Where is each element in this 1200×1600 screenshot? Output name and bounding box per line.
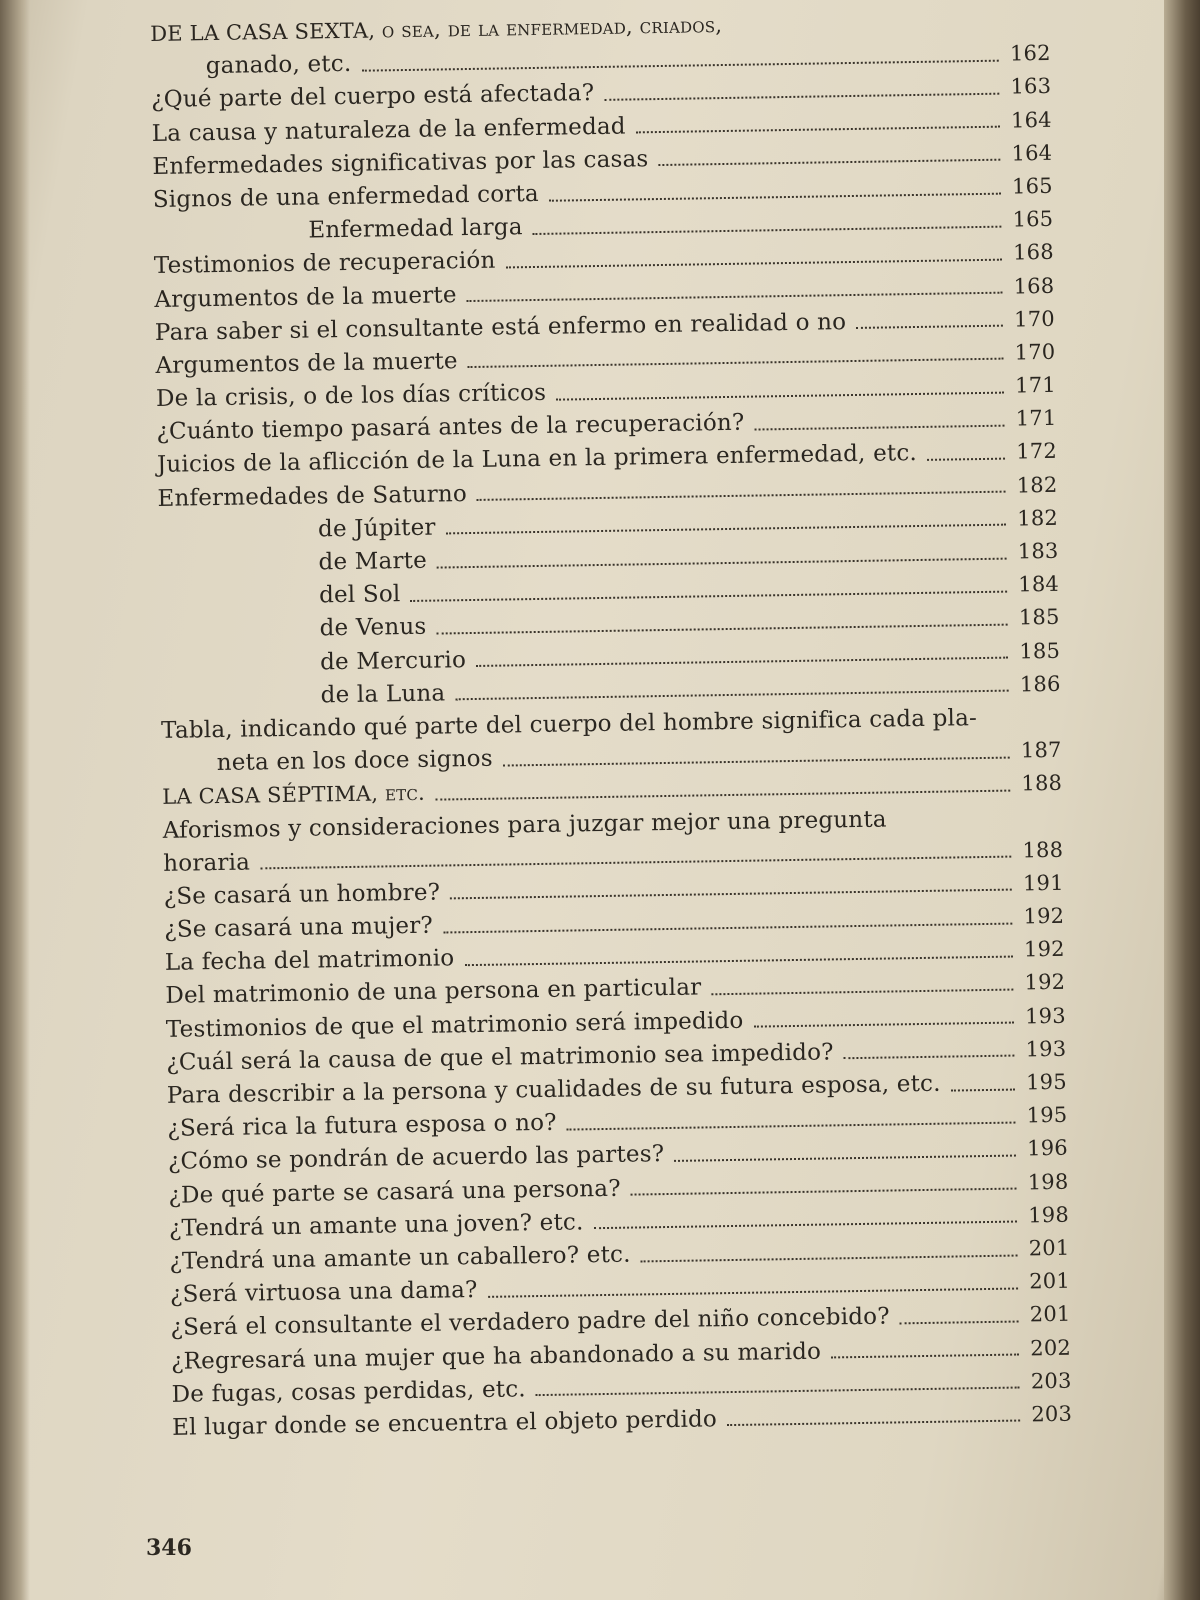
toc-entry-title: ¿Cuál será la causa de que el matrimonio sea impedido?	[166, 1039, 834, 1076]
dot-leader	[753, 1016, 1013, 1028]
dot-leader	[567, 1115, 1016, 1130]
dot-leader	[435, 783, 1010, 800]
toc-entry-title: ¿Tendrá un amante una joven? etc.	[168, 1209, 584, 1242]
dot-leader	[927, 452, 1005, 461]
toc-entry-title: Tabla, indicando qué parte del cuerpo del hombre significa cada pla-	[160, 705, 978, 744]
toc-entry-page: 184	[1018, 571, 1060, 597]
dot-leader	[467, 286, 1003, 302]
dot-leader	[674, 1149, 1016, 1162]
toc-entry-page: 165	[1012, 206, 1054, 232]
toc-entry-page: 193	[1025, 1036, 1067, 1062]
dot-leader	[754, 418, 1004, 430]
toc-entry-title: de la Luna	[320, 680, 446, 709]
toc-entry-title: Del matrimonio de una persona en particular	[165, 974, 702, 1010]
toc-entry-title: Para saber si el consultante está enfermo en realidad o no	[154, 308, 847, 346]
toc-entry-page: 203	[1030, 1368, 1072, 1394]
dot-leader	[476, 651, 1008, 667]
toc-entry-title: ¿Qué parte del cuerpo está afectada?	[151, 80, 595, 114]
toc-entry-title: ¿Cuánto tiempo pasará antes de la recuperación?	[156, 409, 745, 446]
toc-entry-page: 164	[1011, 140, 1053, 166]
dot-leader	[556, 385, 1004, 400]
toc-entry-page: 164	[1010, 107, 1052, 133]
toc-entry-title: ¿Será rica la futura esposa o no?	[167, 1109, 557, 1143]
toc-entry-page: 165	[1011, 173, 1053, 199]
toc-entry-page: 187	[1020, 737, 1062, 763]
page-number: 346	[146, 1535, 192, 1561]
toc-entry-title: de Marte	[318, 547, 428, 576]
toc-entry-title: de Mercurio	[319, 646, 467, 675]
dot-leader	[443, 916, 1012, 933]
dot-leader	[260, 850, 1011, 870]
toc-entry-title: Juicios de la aflicción de la Luna en la primera enfermedad, etc.	[156, 440, 918, 479]
dot-leader	[641, 1248, 1018, 1262]
toc-entry-title: Enfermedad larga	[308, 214, 523, 244]
dot-leader	[361, 53, 998, 71]
dot-leader	[410, 584, 1007, 601]
dot-leader	[477, 485, 1006, 501]
dot-leader	[533, 219, 1002, 234]
toc-entry-page: 188	[1022, 837, 1064, 863]
toc-entry-title: Para describir a la persona y cualidades de su futura esposa, etc.	[166, 1070, 941, 1109]
dot-leader	[468, 352, 1004, 368]
toc-entry-page: 163	[1010, 74, 1052, 99]
page-gutter-shadow	[0, 0, 30, 1600]
dot-leader	[951, 1082, 1015, 1091]
dot-leader	[450, 883, 1012, 900]
toc-entry-title: Signos de una enfermedad corta	[152, 180, 540, 213]
toc-entry-page: 182	[1017, 505, 1059, 531]
dot-leader	[455, 684, 1008, 701]
toc-entry-page: 203	[1031, 1401, 1073, 1427]
toc-entry-title: de Venus	[319, 614, 427, 642]
dot-leader	[844, 1049, 1015, 1060]
toc-entry-title: ¿Será virtuosa una dama?	[169, 1277, 478, 1308]
toc-entry-title: Argumentos de la muerte	[155, 348, 458, 379]
toc-entry-page: 196	[1026, 1136, 1069, 1161]
toc-entry-title: La causa y naturaleza de la enfermedad	[151, 113, 626, 147]
dot-leader	[636, 120, 1000, 134]
toc-entry-title: del Sol	[318, 581, 401, 609]
dot-leader	[604, 87, 999, 101]
toc-entry-title: de Júpiter	[317, 514, 436, 543]
toc-entry-title: neta en los doce signos	[216, 745, 493, 777]
toc-entry-page: 172	[1016, 439, 1058, 464]
toc-entry-title: De la crisis, o de los días críticos	[155, 379, 547, 413]
toc-entry-page: 198	[1027, 1169, 1069, 1194]
dot-leader	[505, 253, 1001, 269]
toc-entry-title: ¿Tendrá una amante un caballero? etc.	[169, 1241, 631, 1275]
toc-entry-title: horaria	[163, 849, 251, 877]
toc-entry-title: DE LA CASA SEXTA, o sea, de la enfermedad, criados,	[150, 13, 723, 46]
toc-entry-title: Enfermedades significativas por las casas	[152, 145, 649, 180]
toc-entry-title: ¿De qué parte se casará una persona?	[168, 1175, 621, 1209]
toc-entry-page: 186	[1019, 671, 1061, 697]
dot-leader	[464, 949, 1013, 966]
toc-entry-title: LA CASA SÉPTIMA, etc.	[162, 781, 426, 810]
toc-entry-page: 192	[1023, 936, 1065, 962]
dot-leader	[658, 153, 1000, 166]
toc-entry-title: De fugas, cosas perdidas, etc.	[171, 1375, 527, 1408]
toc-entry-page: 182	[1016, 472, 1058, 498]
toc-entry-title: La fecha del matrimonio	[164, 945, 455, 977]
toc-entry-page: 201	[1029, 1302, 1071, 1327]
dot-leader	[594, 1215, 1018, 1230]
toc-entry-title: El lugar donde se encuentra el objeto perdido	[171, 1406, 718, 1441]
toc-entry-page: 171	[1015, 372, 1057, 398]
page-edge-shadow	[1164, 0, 1200, 1600]
toc-entry-title: Argumentos de la muerte	[154, 281, 457, 313]
dot-leader	[446, 518, 1006, 535]
dot-leader	[727, 1414, 1020, 1427]
toc-entry-page: 198	[1028, 1202, 1070, 1228]
toc-entry-page: 185	[1019, 638, 1061, 663]
toc-entry-page: 191	[1022, 870, 1064, 896]
toc-entry-page	[1021, 823, 1063, 824]
toc-entry-title: ¿Cómo se pondrán de acuerdo las partes?	[167, 1141, 665, 1176]
dot-leader	[631, 1182, 1017, 1196]
dot-leader	[536, 1381, 1020, 1397]
toc-entry-page: 183	[1017, 538, 1059, 564]
toc-entry-page	[1019, 724, 1061, 725]
toc-entry-page: 185	[1018, 605, 1060, 630]
toc-entry-title: Enfermedades de Saturno	[157, 480, 468, 512]
toc-entry-page: 193	[1024, 1003, 1066, 1029]
toc-entry-title: Testimonios de que el matrimonio será impedido	[165, 1007, 744, 1043]
dot-leader	[436, 618, 1007, 635]
toc-entry-page: 195	[1026, 1102, 1068, 1128]
dot-leader	[856, 319, 1003, 329]
toc-entry-page	[1008, 27, 1050, 28]
toc-entry-title: ¿Se casará una mujer?	[164, 912, 434, 943]
toc-entry-page: 202	[1030, 1335, 1072, 1360]
toc-entry-title: Aforismos y consideraciones para juzgar mejor una pregunta	[162, 806, 887, 844]
toc-entry-page: 168	[1012, 240, 1054, 265]
dot-leader	[831, 1348, 1019, 1359]
toc-entry-page: 170	[1013, 306, 1056, 332]
dot-leader	[503, 750, 1010, 766]
dot-leader	[549, 186, 1001, 201]
toc-entry-page: 201	[1029, 1268, 1071, 1294]
toc-entry-title: ¿Se casará un hombre?	[163, 879, 441, 910]
table-of-contents	[150, 4, 1072, 1445]
toc-entry-title: ¿Regresará una mujer que ha abandonado a su marido	[170, 1338, 822, 1375]
toc-entry-title: Testimonios de recuperación	[153, 247, 496, 280]
toc-entry-page: 170	[1014, 339, 1056, 365]
dot-leader	[711, 983, 1013, 996]
toc-entry-page: 192	[1023, 903, 1065, 929]
toc-entry-page: 201	[1028, 1235, 1070, 1261]
toc-entry-page: 188	[1021, 771, 1063, 796]
toc-entry-page: 168	[1013, 273, 1055, 298]
toc-entry-page: 171	[1015, 406, 1057, 431]
toc-entry-page: 192	[1024, 970, 1066, 995]
toc-entry-title: ganado, etc.	[205, 51, 352, 80]
dot-leader	[900, 1314, 1019, 1324]
toc-entry-page: 162	[1009, 41, 1051, 66]
toc-entry-page: 195	[1025, 1069, 1068, 1095]
dot-leader	[437, 551, 1007, 568]
dot-leader	[488, 1281, 1019, 1297]
toc-entry-title: ¿Será el consultante el verdadero padre del niño concebido?	[170, 1303, 890, 1342]
